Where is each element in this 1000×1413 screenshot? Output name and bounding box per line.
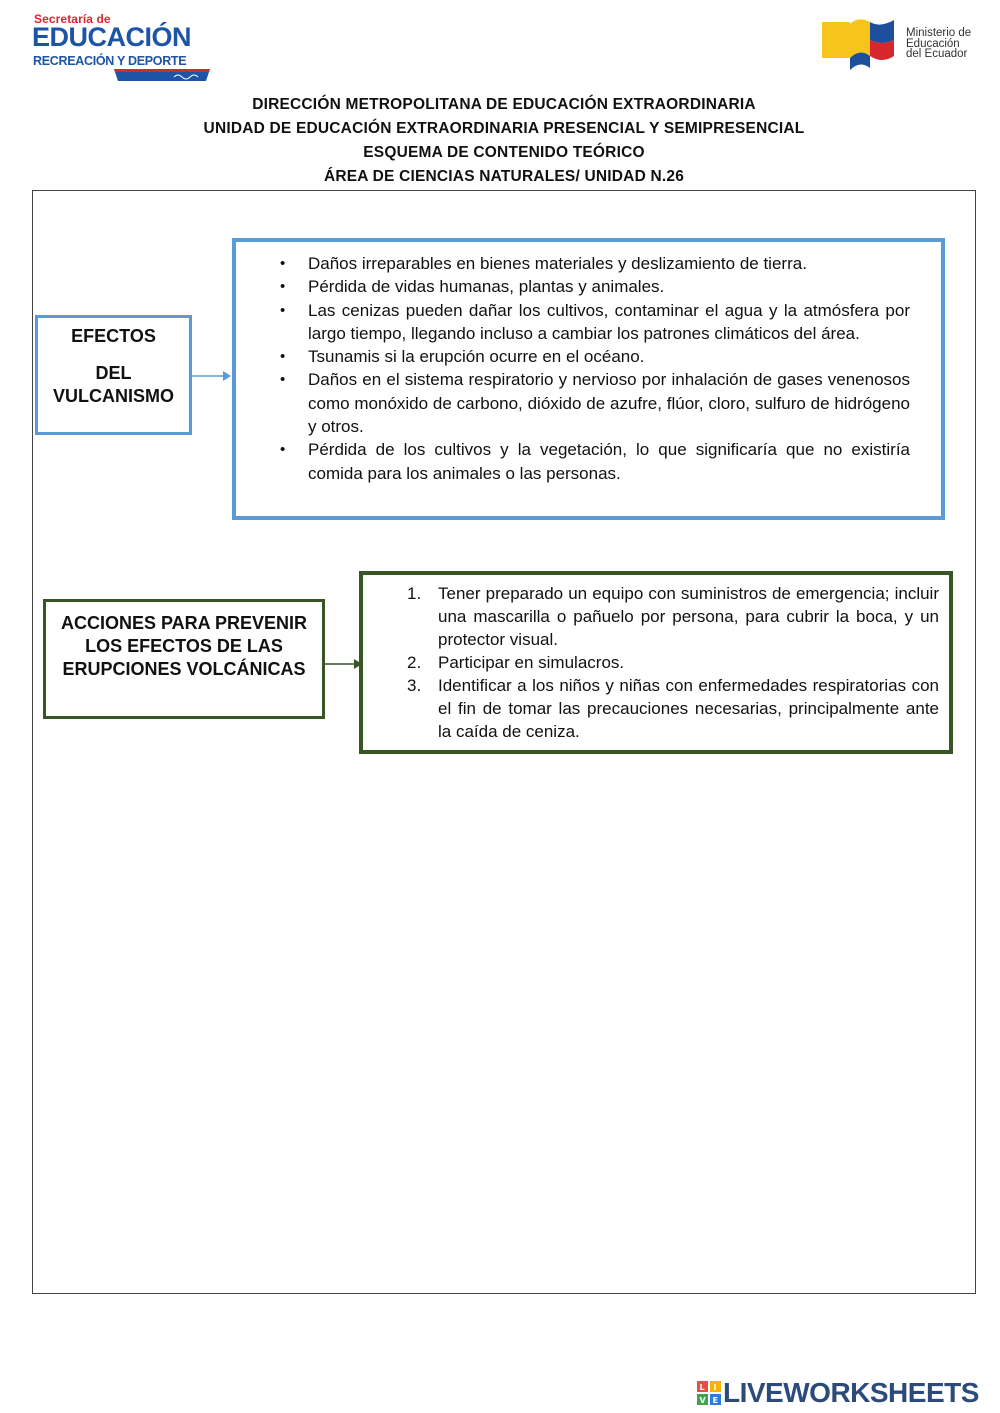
efectos-item: • Daños irreparables en bienes materiales y deslizamiento de tierra. bbox=[280, 252, 910, 275]
header-unidad: UNIDAD DE EDUCACIÓN EXTRAORDINARIA PRESENCIAL Y SEMIPRESENCIAL bbox=[203, 120, 805, 137]
logo-right-line3: del Ecuador bbox=[906, 48, 968, 60]
acciones-item-text: Identificar a los niños y niñas con enfermedades respiratorias con el fin de tomar las precauciones necesarias, principalmente ante la caída de ceniza. bbox=[438, 676, 939, 741]
ministerio-text bbox=[906, 28, 971, 60]
efectos-list bbox=[280, 252, 910, 485]
efectos-list-box bbox=[232, 238, 945, 520]
acciones-item-text: Participar en simulacros. bbox=[438, 653, 625, 672]
acciones-item bbox=[405, 582, 939, 651]
acciones-list bbox=[405, 582, 939, 743]
ecuador-flag-icon bbox=[822, 18, 894, 72]
logo-signature-stripe-icon bbox=[114, 69, 210, 81]
acciones-item-number: 2. bbox=[407, 653, 422, 672]
efectos-item: • Pérdida de vidas humanas, plantas y animales. bbox=[280, 275, 910, 298]
header-direccion: DIRECCIÓN METROPOLITANA DE EDUCACIÓN EXTRAORDINARIA bbox=[252, 96, 756, 113]
acciones-title-box bbox=[43, 599, 325, 719]
svg-text:V: V bbox=[699, 1396, 706, 1405]
arrow-right-icon bbox=[322, 656, 362, 672]
acciones-item bbox=[405, 651, 939, 674]
efectos-title-line1: EFECTOS bbox=[71, 326, 156, 346]
acciones-list-box bbox=[359, 571, 953, 754]
efectos-item: • Las cenizas pueden dañar los cultivos, contaminar el agua y la atmósfera por largo tiempo, llegando incluso a cambiar los patrones climáticos del área. bbox=[280, 299, 910, 346]
secretaria-educacion-logo bbox=[30, 12, 212, 74]
efectos-title-line2: DEL bbox=[95, 363, 132, 383]
efectos-item: • Tsunamis si la erupción ocurre en el océano. bbox=[280, 345, 910, 368]
svg-text:L: L bbox=[699, 1383, 705, 1392]
ministerio-educacion-logo bbox=[822, 18, 992, 74]
logo-left-line1: Secretaría de bbox=[34, 12, 111, 26]
logo-right-line2: Educación bbox=[906, 37, 960, 50]
acciones-item-number: 1. bbox=[407, 584, 422, 603]
efectos-item: • Daños en el sistema respiratorio y nervioso por inhalación de gases venenosos como monóxido de carbono, dióxido de azufre, flúor, cloro, sulfuro de hidrógeno y otros. bbox=[280, 368, 910, 438]
acciones-item-text: Tener preparado un equipo con suministros de emergencia; incluir una mascarilla o pañuelo por persona, para cubrir la boca, y un protector visual. bbox=[438, 584, 939, 649]
liveworksheets-badge-icon bbox=[697, 1381, 721, 1405]
acciones-item-number: 3. bbox=[407, 676, 422, 695]
watermark-text: LIVEWORKSHEETS bbox=[723, 1377, 979, 1408]
svg-text:E: E bbox=[712, 1396, 718, 1405]
efectos-title-box bbox=[35, 315, 192, 435]
efectos-item: • Pérdida de los cultivos y la vegetación, lo que significaría que no existiría comida para los animales o las personas. bbox=[280, 438, 910, 485]
svg-text:I: I bbox=[713, 1383, 717, 1392]
efectos-title-line3: VULCANISMO bbox=[53, 386, 174, 406]
logo-right-line1: Ministerio de bbox=[906, 27, 972, 39]
acciones-item bbox=[405, 674, 939, 743]
liveworksheets-watermark bbox=[697, 1377, 993, 1411]
header-esquema: ESQUEMA DE CONTENIDO TEÓRICO bbox=[363, 144, 645, 161]
acciones-title: ACCIONES PARA PREVENIR LOS EFECTOS DE LAS ERUPCIONES VOLCÁNICAS bbox=[60, 613, 308, 679]
logo-left-line2: EDUCACIÓN bbox=[32, 22, 192, 52]
logo-left-line3: RECREACIÓN Y DEPORTE bbox=[33, 54, 187, 68]
header-area: ÁREA DE CIENCIAS NATURALES/ UNIDAD N.26 bbox=[323, 168, 685, 185]
arrow-right-icon bbox=[189, 368, 231, 384]
